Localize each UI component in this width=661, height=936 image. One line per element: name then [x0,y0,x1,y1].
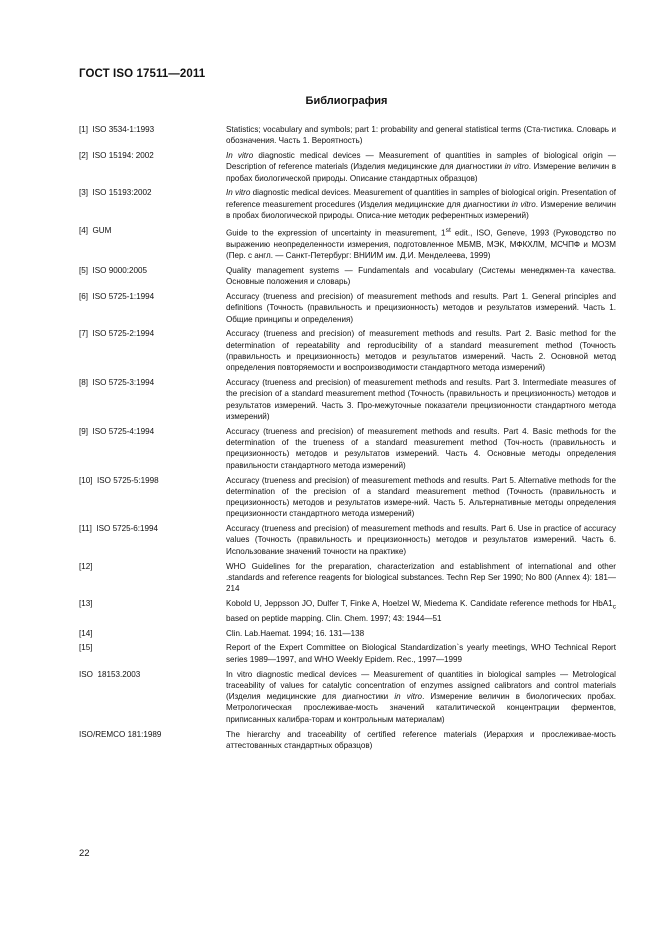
bibliography-entry-text: Clin. Lab.Haemat. 1994; 16. 131—138 [226,628,365,638]
bibliography-entry [79,265,616,288]
bibliography-entry [79,328,616,373]
bibliography-entry [79,291,616,325]
bibliography-entry-label: [10] ISO 5725-5:1998 [79,475,159,485]
bibliography-entry-label: ISO 18153.2003 [79,669,141,679]
bibliography-entry-text: Guide to the expression of uncertainty in measurement, 1st edit., ISO, Geneve, 1993 (Руководство по выражению неопределенности измерения, подготовленное МБМВ, МЭК, МФКХЛМ, МСЧПФ и МОЗМ (Пер. с англ. — Санкт-Петербург: ВНИИМ им. Д.И. Менделеева, 1999) [226,226,616,261]
bibliography-entry [79,598,616,624]
page-number: 22 [79,848,90,859]
bibliography-entry [79,150,616,184]
bibliography-entry-text: Accuracy (trueness and precision) of measurement methods and results. Part 3. Intermediate measures of the precision of a standard measurement method (Точность (правильность и прецизионность) методов и результатов измерений. Часть 3. Про-межуточные показатели прецизионности стандартного метода измерений) [226,378,616,422]
bibliography-entry-label: [7] ISO 5725-2:1994 [79,329,155,339]
bibliography-entry-label: ISO/REMCO 181:1989 [79,729,162,739]
bibliography-entry [79,124,616,147]
bibliography-entry-label: [3] ISO 15193:2002 [79,188,152,198]
bibliography-entry-label: [2] ISO 15194: 2002 [79,151,154,161]
bibliography-entry-label: [6] ISO 5725-1:1994 [79,292,155,302]
bibliography-entry-text: In vitro diagnostic medical devices — Measurement of quantities in biological samples — Metrological traceability of values for catalytic concentration of enzymes assigned calibrators and control materials (Изделия медицинские для диагностики in vitro. Измерение величин в биологических пробах. Метрологическая прослеживае-мость значений каталитической концентрации ферментов, приписанных калибра-торам и контрольным материалам) [226,669,616,724]
bibliography-entry [79,669,616,725]
bibliography-entry-text: In vitro diagnostic medical devices. Measurement of quantities in samples of biological origin. Presentation of reference measurement procedures (Изделия медицинские для диагностики in vitro. Измерение величин в пробах биологической природы. Описа-ние методик референтных измерений) [226,188,616,221]
bibliography-entry-text: Report of the Expert Committee on Biological Standardization`s yearly meetings, WHO Technical Report series 1989—1997, and WHO Weekly Epidem. Rec., 1997—1999 [226,643,616,664]
bibliography-entry [79,628,616,639]
bibliography-entry-text: Kobold U, Jeppsson JO, Dulfer T, Finke A, Hoelzel W, Miedema K. Candidate reference methods for $HbA1_c$ based on peptide mapping. Clin. Chem. 1997; 43: 1944—51 [226,598,616,623]
bibliography-entry-text: The hierarchy and traceability of certified reference materials (Иерархия и прослеживае-мость аттестованных стандартных образцов) [226,729,616,750]
bibliography-entry [79,475,616,520]
bibliography-entry-text: Quality management systems — Fundamentals and vocabulary (Системы менеджмен-та качества. Основные положения и словарь) [226,265,616,287]
bibliography-entry-label: [13] [79,598,93,608]
bibliography-entry [79,225,616,262]
bibliography-entry-label: [8] ISO 5725-3:1994 [79,378,155,388]
section-title-text: Библиография [305,95,388,107]
bibliography-entry [79,561,616,595]
bibliography-entry-label: [4] GUM [79,225,112,235]
bibliography-entry [79,642,616,665]
bibliography-entry [79,523,616,557]
bibliography-entry [79,187,616,221]
bibliography-entry-text: Statistics; vocabulary and symbols; part 1: probability and general statistical terms (Ста-тистика. Словарь и обозначения. Часть 1. Вероятность) [226,125,616,146]
bibliography-entry-label: [14] [79,628,93,638]
bibliography-entry-label: [12] [79,561,93,571]
document-header: ГОСТ ISO 17511—2011 [79,68,206,80]
bibliography-entry-text: WHO Guidelines for the preparation, characterization and establishment of international and other .standards and reference reagents for biological substances. Techn Rep Ser 1990; No 800 (Annex 4): 181—214 [226,561,616,594]
bibliography-entry [79,426,616,471]
bibliography-entry-label: [5] ISO 9000:2005 [79,265,147,275]
bibliography-entry [79,729,616,752]
bibliography-entry-text: Accuracy (trueness and precision) of measurement methods and results. Part 5. Alternative methods for the determination of the precision of a standard measurement method (Точность (правильность и прецизионность) методов и результатов измере-ний. Часть 5. Альтернативные методы определения прецизионности стандартного метода измерений) [226,475,616,519]
bibliography-entry-text: Accuracy (trueness and precision) of measurement methods and results. Part 1. General principles and definitions (Точность (правильность и прецизионность) методов и результатов измерений. Часть 1. Общие принципы и определения) [226,292,616,324]
bibliography-entry-text: Accuracy (trueness and precision) of measurement methods and results. Part 4. Basic methods for the determination of the trueness of a standard measurement method (Точ-ность (правильность и прецизионность) методов и результатов измерений. Часть 4. Основные методы определения правильности стандартного метода измерений) [226,426,616,470]
bibliography-entry-label: [9] ISO 5725-4:1994 [79,426,155,436]
bibliography-entry-label: [1] ISO 3534-1:1993 [79,125,155,134]
bibliography-entry [79,377,616,422]
bibliography-list [79,124,616,755]
bibliography-entry-label: [15] [79,643,93,653]
bibliography-entry-label: [11] ISO 5725-6:1994 [79,524,159,534]
bibliography-entry-text: Accuracy (trueness and precision) of measurement methods and results. Part 6. Use in practice of accuracy values (Точность (правильность и прецизионность) методов и результатов измерений. Часть 6. Использование значений точности на практике) [226,524,616,556]
section-title [0,95,661,107]
bibliography-entry-text: Accuracy (trueness and precision) of measurement methods and results. Part 2. Basic method for the determination of repeatability and reproducibility of a standard measurement method (Точность (правильность и прецизионность) методов и результатов измерений. Часть 2. Основной метод определения повторяемости и воспроизводимости стандартного метода измерений) [226,329,616,373]
bibliography-entry-text: In vitro diagnostic medical devices — Measurement of quantities in samples of biological origin — Description of reference materials (Изделия медицинские для диагностики in vitro. Измерение величин в пробах биологической природы. Описание стандартных образцов) [226,151,616,183]
